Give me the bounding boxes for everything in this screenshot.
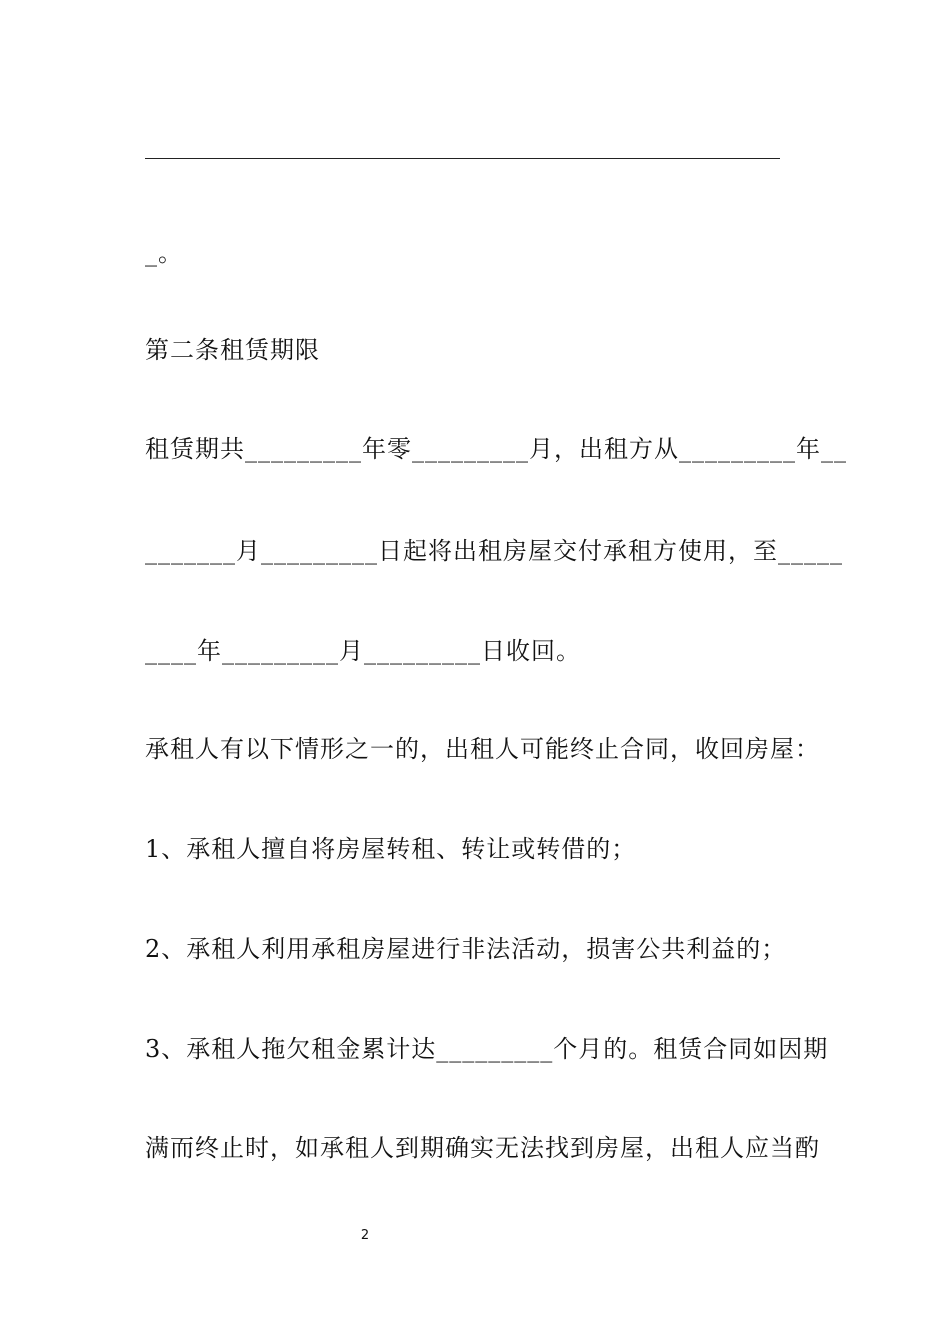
- list-item-2: 2、承租人利用承租房屋进行非法活动，损害公共利益的；: [145, 935, 787, 963]
- text-line-continuation: _。: [145, 239, 183, 267]
- page-number: 2: [360, 1228, 370, 1243]
- list-item-3: 3、承租人拖欠租金累计达_________个月的。租赁合同如因期: [145, 1035, 829, 1063]
- text-line-return-date: ____年_________月_________日收回。: [145, 637, 581, 665]
- text-line-termination-intro: 承租人有以下情形之一的，出租人可能终止合同，收回房屋：: [145, 735, 820, 763]
- list-item-1: 1、承租人擅自将房屋转租、转让或转借的；: [145, 835, 637, 863]
- section-heading-lease-term: 第二条租赁期限: [145, 336, 320, 364]
- blank-fill-line: [145, 158, 780, 159]
- text-line-lease-period: 租赁期共_________年零_________月，出租方从_________年__: [145, 435, 847, 463]
- text-line-delivery-date: _______月_________日起将出租房屋交付承租方使用，至_____: [145, 537, 843, 565]
- text-line-expiry: 满而终止时，如承租人到期确实无法找到房屋，出租人应当酌: [145, 1134, 820, 1162]
